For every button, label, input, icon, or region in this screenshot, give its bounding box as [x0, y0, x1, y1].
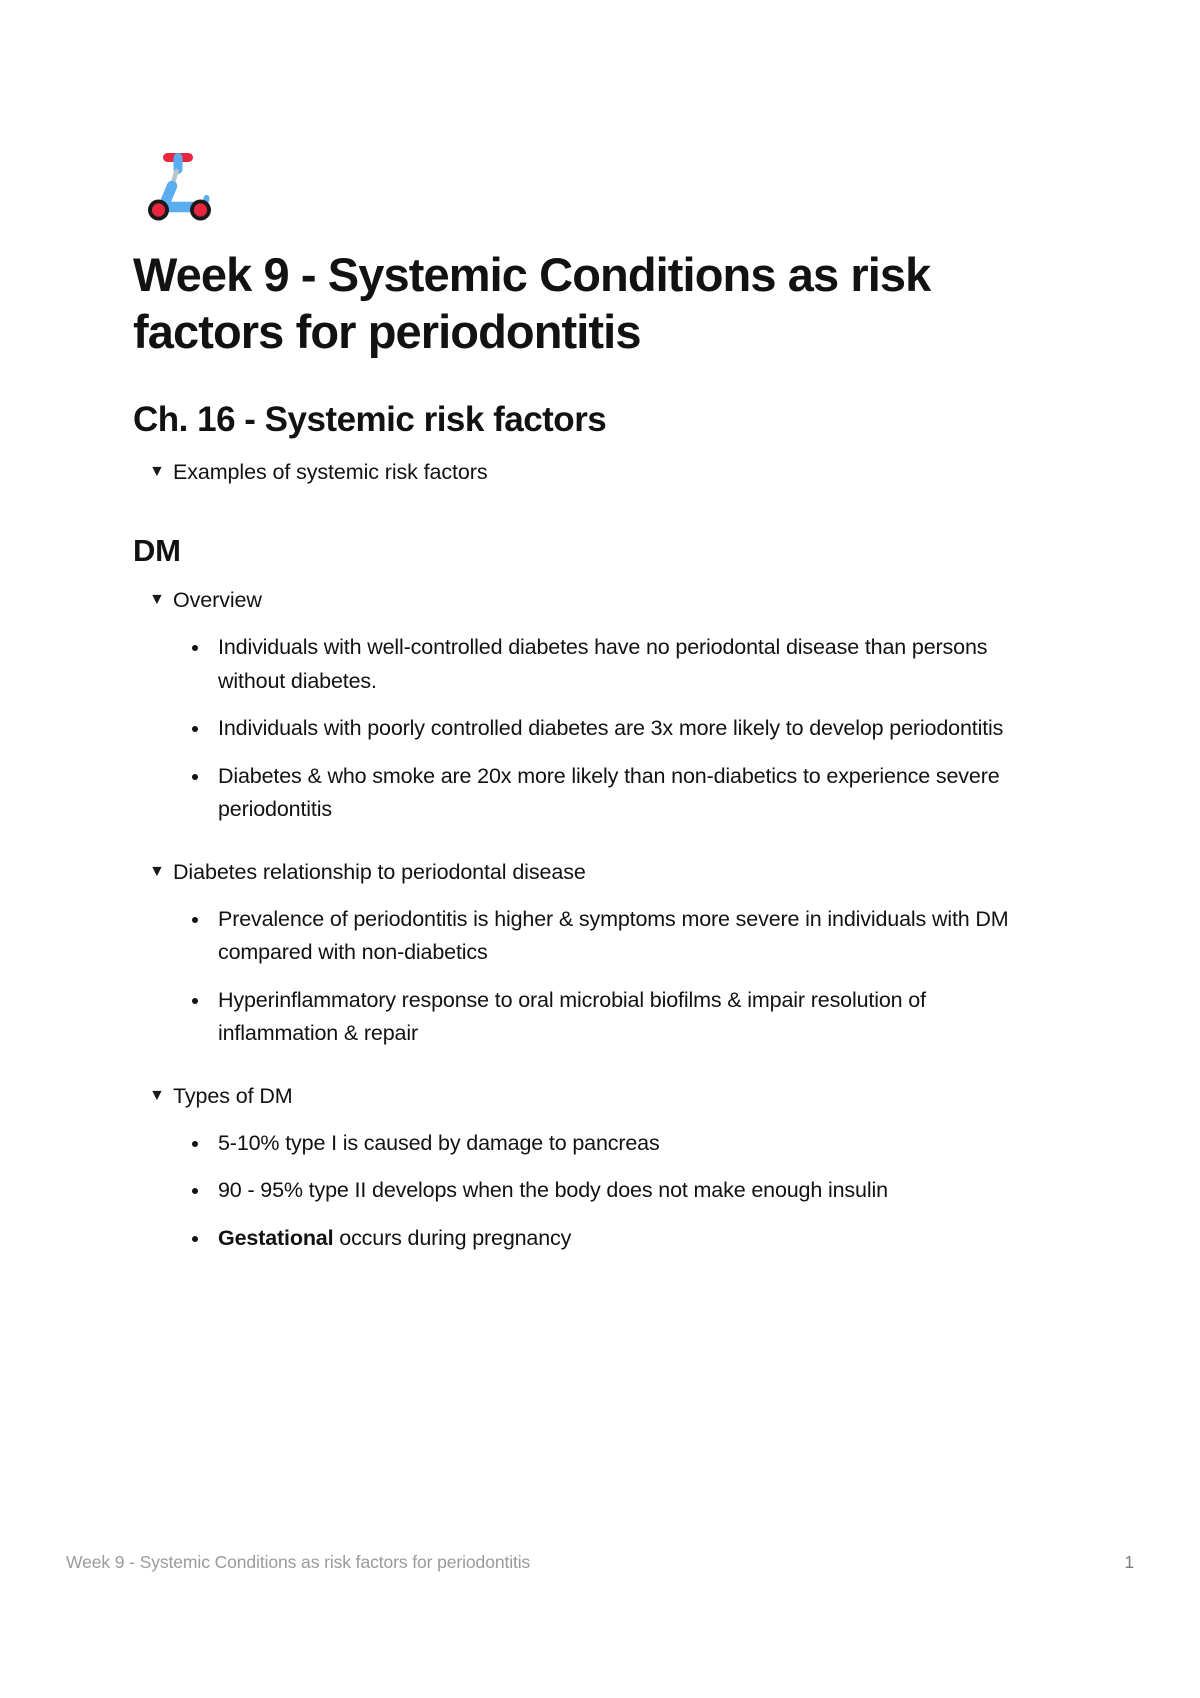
bullet-dot-icon — [192, 917, 198, 923]
list-item-text: Hyperinflammatory response to oral microbial biofilms & impair resolution of inflammation & repair — [218, 987, 926, 1046]
list-item — [189, 1174, 1045, 1208]
list-item — [189, 631, 1045, 698]
list-item — [189, 1222, 1045, 1256]
document-content — [133, 132, 1045, 1269]
page-footer — [66, 1552, 1134, 1573]
chevron-down-icon[interactable]: ▼ — [149, 862, 165, 880]
list-item — [189, 760, 1045, 827]
bullet-list-types-of-dm — [133, 1127, 1045, 1256]
bullet-dot-icon — [192, 774, 198, 780]
kick-scooter-emoji[interactable] — [127, 132, 223, 228]
list-item-text: Diabetes & who smoke are 20x more likely than non-diabetics to experience severe periodontitis — [218, 763, 1000, 822]
toggle-diabetes-relationship[interactable] — [133, 855, 1045, 889]
list-item-text: 5-10% type I is caused by damage to pancreas — [218, 1130, 660, 1155]
toggle-label: Overview — [173, 588, 262, 613]
toggle-types-of-dm[interactable] — [133, 1079, 1045, 1113]
list-item-text: occurs during pregnancy — [333, 1225, 572, 1250]
list-item — [189, 712, 1045, 746]
toggle-overview[interactable] — [133, 583, 1045, 617]
chevron-down-icon[interactable]: ▼ — [149, 1086, 165, 1104]
bullet-dot-icon — [192, 1141, 198, 1147]
toggle-label: Diabetes relationship to periodontal disease — [173, 859, 586, 884]
footer-title: Week 9 - Systemic Conditions as risk factors for periodontitis — [66, 1552, 531, 1572]
list-item-emphasis: Gestational — [218, 1225, 334, 1250]
bullet-dot-icon — [192, 1236, 198, 1242]
bullet-list-overview — [133, 631, 1045, 827]
bullet-dot-icon — [192, 726, 198, 732]
bullet-dot-icon — [192, 1188, 198, 1194]
bullet-dot-icon — [192, 998, 198, 1004]
heading-ch16[interactable]: Ch. 16 - Systemic risk factors — [133, 399, 607, 439]
spacer — [133, 841, 1045, 855]
list-item — [189, 1127, 1045, 1161]
bullet-list-diabetes-relationship — [133, 903, 1045, 1051]
list-item — [189, 903, 1045, 970]
heading-dm[interactable]: DM — [133, 533, 181, 569]
toggle-label: Types of DM — [173, 1083, 293, 1108]
chevron-down-icon[interactable]: ▼ — [149, 463, 165, 481]
list-item — [189, 984, 1045, 1051]
chevron-down-icon[interactable]: ▼ — [149, 591, 165, 609]
bullet-dot-icon — [192, 645, 198, 651]
footer-page-number: 1 — [1124, 1552, 1134, 1572]
page-title[interactable]: Week 9 - Systemic Conditions as risk factors for periodontitis — [133, 248, 931, 359]
list-item-text: Individuals with well-controlled diabetes have no periodontal disease than persons without diabetes. — [218, 635, 988, 693]
spacer — [133, 1065, 1045, 1079]
list-item-text: 90 - 95% type II develops when the body does not make enough insulin — [218, 1178, 888, 1203]
list-item-text: Prevalence of periodontitis is higher & symptoms more severe in individuals with DM compared with non-diabetics — [218, 906, 1009, 965]
list-item-text: Individuals with poorly controlled diabetes are 3x more likely to develop periodontitis — [218, 716, 1004, 741]
toggle-examples-of-systemic-risk-factors[interactable] — [133, 455, 1045, 489]
toggle-label: Examples of systemic risk factors — [173, 460, 488, 485]
